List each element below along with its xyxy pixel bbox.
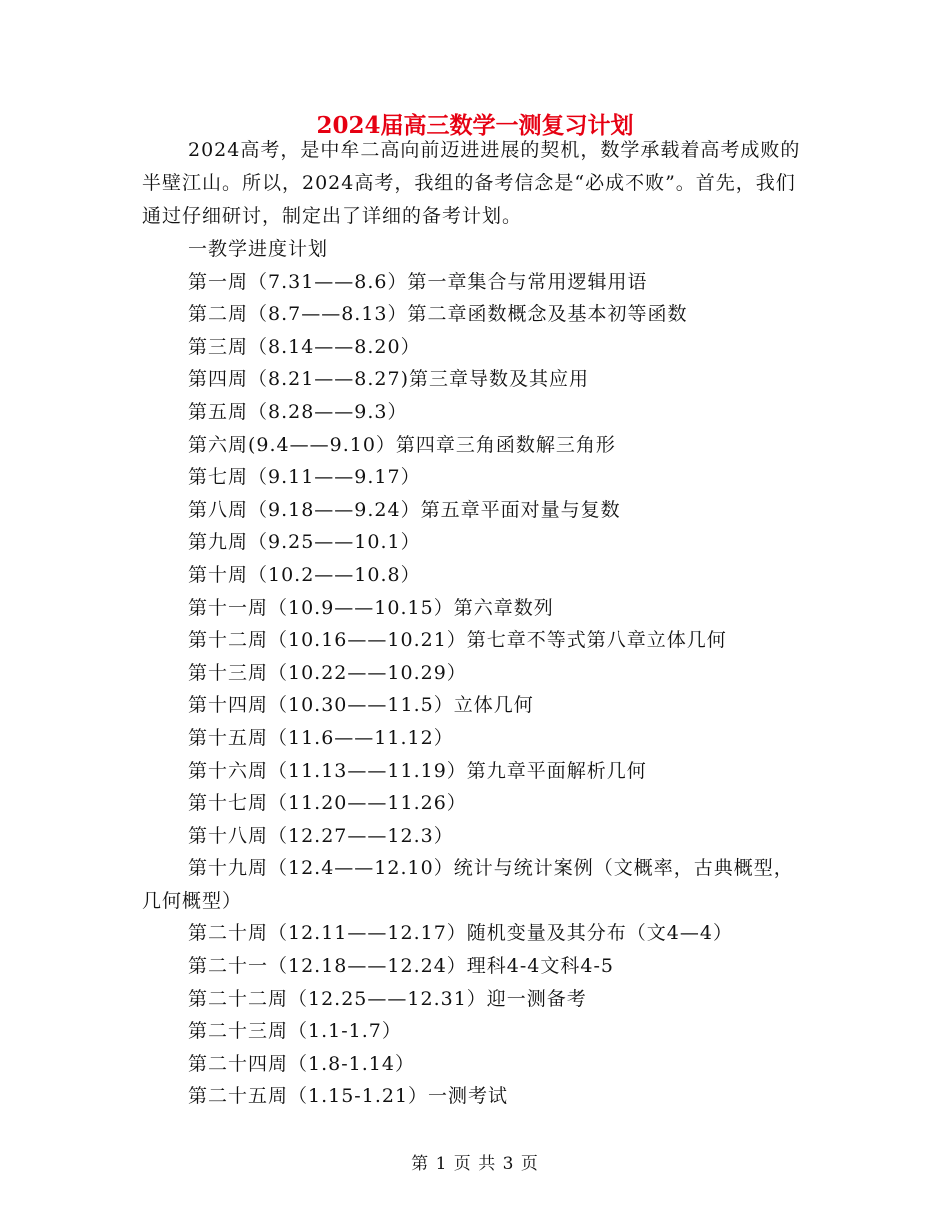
week-item-9: 第九周（9.25——10.1） (188, 531, 421, 554)
page-footer: 第 1 页 共 3 页 (411, 1154, 539, 1174)
week-item-14: 第十四周（10.30——11.5）立体几何 (188, 694, 534, 717)
week-item-5: 第五周（8.28——9.3） (188, 400, 408, 423)
week-item-18: 第十八周（12.27——12.3） (188, 824, 454, 847)
week-item-1: 第一周（7.31——8.6）第一章集合与常用逻辑用语 (188, 270, 648, 293)
document-title: 2024届高三数学一测复习计划 (316, 112, 634, 139)
week-item-24: 第二十四周（1.8-1.14） (188, 1052, 415, 1075)
week-item-17: 第十七周（11.20——11.26） (188, 792, 467, 815)
week-item-4: 第四周（8.21——8.27)第三章导数及其应用 (188, 368, 590, 391)
week-item-10: 第十周（10.2——10.8） (188, 563, 421, 586)
week-item-21: 第二十一（12.18——12.24）理科4-4文科4-5 (188, 955, 614, 978)
week-item-25: 第二十五周（1.15-1.21）一测考试 (188, 1085, 509, 1108)
intro-paragraph: 2024高考，是中牟二高向前迈进进展的契机，数学承载着高考成败的半壁江山。所以，2024高考，我组的备考信念是“必成不败”。首先，我们通过仔细研讨，制定出了详细的备考计划。 (142, 139, 801, 227)
week-item-6: 第六周(9.4——9.10）第四章三角函数解三角形 (188, 433, 616, 456)
section-heading: 一教学进度计划 (188, 238, 329, 260)
week-item-20: 第二十周（12.11——12.17）随机变量及其分布（文4—4） (188, 922, 733, 945)
week-item-8: 第八周（9.18——9.24）第五章平面对量与复数 (188, 498, 621, 521)
week-item-13: 第十三周（10.22——10.29） (188, 661, 467, 684)
week-item-15: 第十五周（11.6——11.12） (188, 726, 454, 749)
week-item-19-continued: 几何概型） (142, 889, 243, 912)
week-item-3: 第三周（8.14——8.20） (188, 335, 421, 358)
week-item-22: 第二十二周（12.25——12.31）迎一测备考 (188, 987, 587, 1010)
week-item-16: 第十六周（11.13——11.19）第九章平面解析几何 (188, 759, 647, 782)
week-item-7: 第七周（9.11——9.17） (188, 466, 421, 489)
weeks-list (142, 266, 832, 853)
week-item-19: 第十九周（12.4——12.10）统计与统计案例（文概率，古典概型， (188, 857, 794, 880)
intro-section (142, 134, 814, 233)
week-item-12: 第十二周（10.16——10.21）第七章不等式第八章立体几何 (188, 629, 727, 652)
week-item-2: 第二周（8.7——8.13）第二章函数概念及基本初等函数 (188, 303, 688, 326)
week-item-11: 第十一周（10.9——10.15）第六章数列 (188, 596, 554, 619)
week-item-23: 第二十三周（1.1-1.7） (188, 1020, 402, 1043)
schedule-section (142, 233, 832, 1113)
weeks-after-list (142, 917, 832, 1113)
